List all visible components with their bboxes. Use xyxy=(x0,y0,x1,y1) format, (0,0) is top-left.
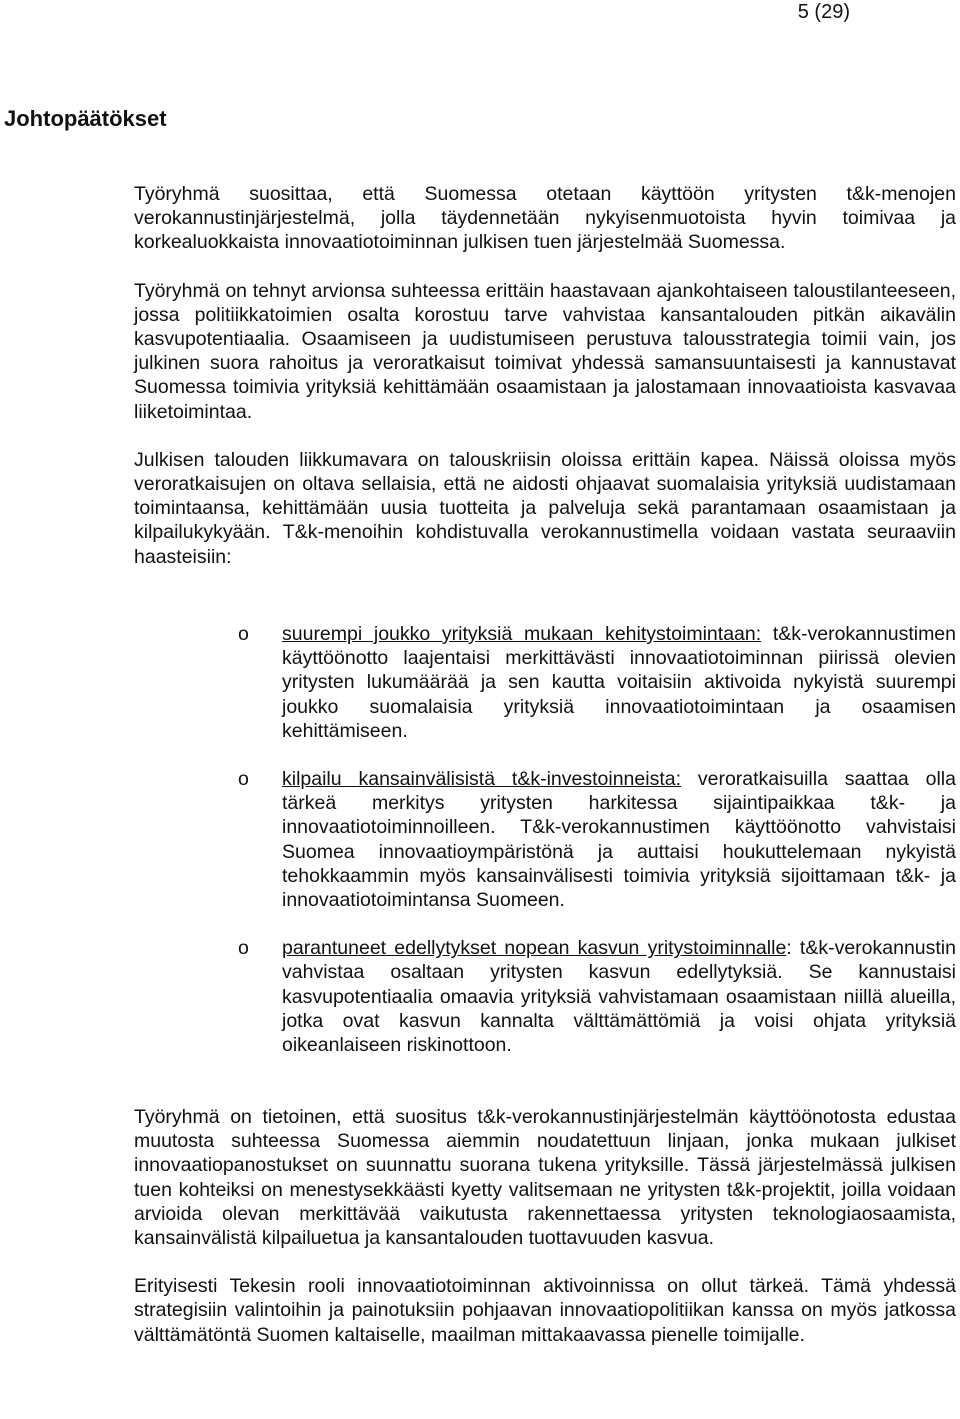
bullet-title: suurempi joukko yrityksiä mukaan kehitystoimintaan: xyxy=(282,623,762,645)
list-item xyxy=(238,767,956,912)
challenge-list xyxy=(238,622,956,1081)
bullet-marker: o xyxy=(238,768,249,791)
section-heading: Johtopäätökset xyxy=(4,106,167,131)
list-item xyxy=(238,936,956,1057)
list-item xyxy=(238,622,956,743)
bullet-text: veroratkaisuilla saattaa olla tärkeä merkitys yritysten harkitessa sijaintipaikkaa t&k- ja innovaatiotoiminnoilleen. T&k-verokannustimen käyttöönotto vahvistaisi Suomea innovaatioympäristönä ja auttaisi houkuttelemaan nykyistä tehokkaammin myös kansainvälisesti toimivia yrityksiä sijoittamaan t&k- ja innovaatiotoimintansa Suomeen. xyxy=(282,768,956,912)
paragraph-public-finance: Julkisen talouden liikkumavara on talouskriisin oloissa erittäin kapea. Näissä oloissa myös veroratkaisujen on oltava sellaisia, että ne aidosti ohjaavat suomalaisia yrityksiä uudistamaan toimintaansa, kehittämään uusia tuotteita ja palveluja sekä parantamaan osaamistaan ja kilpailukykyään. T&k-menoihin kohdistuvalla verokannustimella voidaan vastata seuraaviin haasteisiin: xyxy=(134,448,956,568)
paragraph-tekes: Erityisesti Tekesin rooli innovaatiotoiminnan aktivoinnissa on ollut tärkeä. Tämä yhdessä strategisiin valintoihin ja painotuksiin pohjaavan innovaatiopolitiikan kanssa on myös jatkossa välttämätöntä Suomen kaltaiselle, maailman mittakaavassa pienelle toimijalle. xyxy=(134,1275,956,1346)
paragraph-recommendation: Työryhmä suosittaa, että Suomessa otetaan käyttöön yritysten t&k-menojen verokannustinjärjestelmä, jolla täydennetään nykyisenmuotoista hyvin toimivaa ja korkealuokkaista innovaatiotoiminnan julkisen tuen järjestelmää Suomessa. xyxy=(134,183,956,254)
bullet-title: parantuneet edellytykset nopean kasvun yritystoiminnalle xyxy=(282,937,787,960)
closing-text xyxy=(134,1105,956,1371)
bullet-text: t&k-verokannustimen käyttöönotto laajentaisi merkittävästi innovaatiotoiminnan piirissä olevien yritysten lukumäärää ja sen kautta voitaisiin aktivoida nykyistä suurempi joukko suomalaisia yrityksiä innovaatiotoimintaan ja osaamisen kehittämiseen. xyxy=(282,623,956,742)
bullet-marker: o xyxy=(238,623,249,645)
page-number: 5 (29) xyxy=(797,1,850,23)
intro-text xyxy=(134,182,956,593)
bullet-marker: o xyxy=(238,937,249,960)
bullet-title: kilpailu kansainvälisistä t&k-investoinneista: xyxy=(282,768,681,791)
bullet-text: : t&k-verokannustin vahvistaa osaltaan yritysten kasvun edellytyksiä. Se kannustaisi kasvupotentiaalia omaavia yrityksiä vahvistamaan osaamistaan niillä alueilla, jotka ovat kasvun kannalta välttämättömiä ja voisi ohjata yrityksiä oikeanlaiseen riskinottoon. xyxy=(282,937,956,1057)
paragraph-assessment: Työryhmä on tehnyt arvionsa suhteessa erittäin haastavaan ajankohtaiseen taloustilanteeseen, jossa politiikkatoimien osalta korostuu tarve vahvistaa kansantalouden pitkän aikavälin kasvupotentiaalia. Osaamiseen ja uudistumiseen perustuva talousstrategia toimii vain, jos julkinen suora rahoitus ja veroratkaisut toimivat yhdessä samansuuntaisesti ja kannustavat Suomessa toimivia yrityksiä kehittämään osaamistaan ja jalostamaan innovaatioista kasvavaa liiketoimintaa. xyxy=(134,279,956,423)
paragraph-policy-change: Työryhmä on tietoinen, että suositus t&k-verokannustinjärjestelmän käyttöönotosta edustaa muutosta suhteessa Suomessa aiemmin noudatettuun linjaan, jonka mukaan julkiset innovaatiopanostukset on suunnattu suorana tukena yrityksille. Tässä järjestelmässä julkisen tuen kohteiksi on menestysekkäästi kyetty valitsemaan ne yritysten t&k-projektit, joilla voidaan arvioida olevan merkittävää vaikutusta rakennettaessa yritysten teknologiaosaamista, kansainvälistä kilpailuetua ja kansantalouden tuottavuuden kasvua. xyxy=(134,1106,956,1250)
